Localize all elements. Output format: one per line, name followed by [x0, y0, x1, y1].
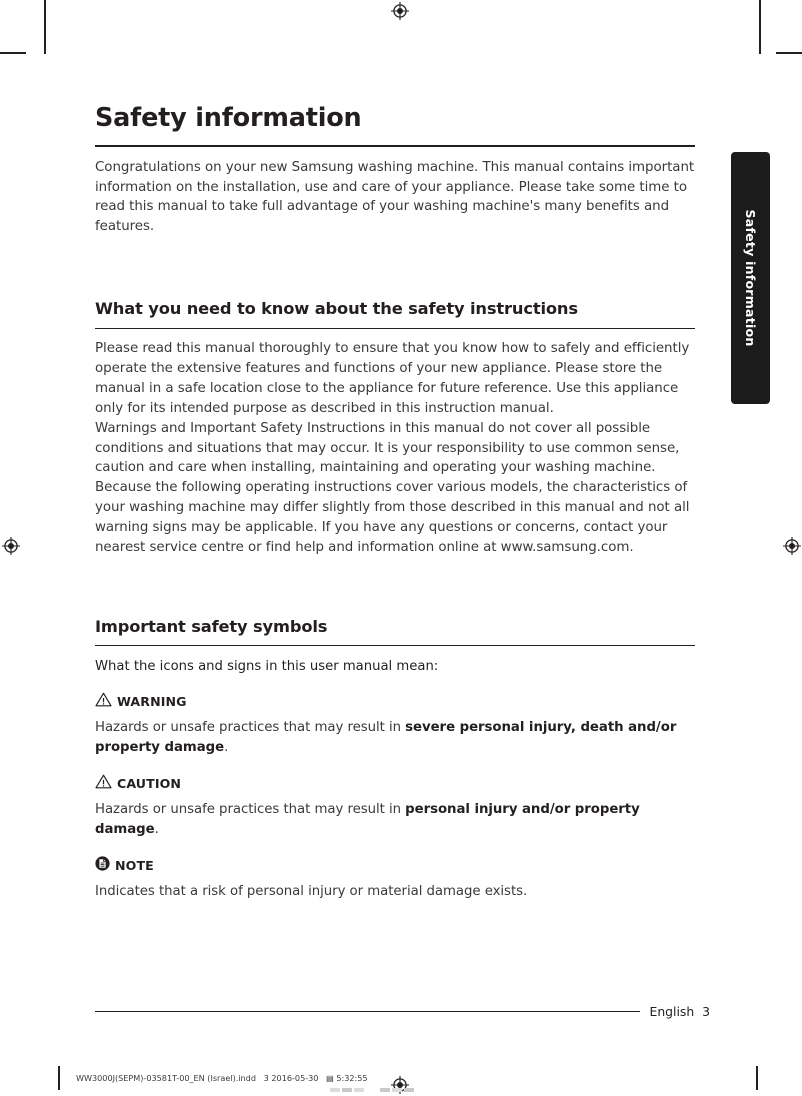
- crop-mark-top-right-vertical: [759, 0, 761, 54]
- caution-symbol-header: [95, 758, 695, 793]
- note-document-icon: [95, 856, 110, 875]
- section-heading-safety-instructions: What you need to know about the safety instructions: [95, 299, 578, 319]
- section-safety-instructions: [95, 236, 695, 558]
- warning-description-prefix: Hazards or unsafe practices that may result in: [95, 720, 406, 736]
- safety-symbols-lead: What the icons and signs in this user manual mean:: [95, 659, 439, 675]
- page-footer: [95, 1004, 710, 1019]
- crop-mark-left-top-horizontal: [0, 52, 26, 54]
- imprint-rule-left: [58, 1066, 60, 1090]
- footer-divider: [95, 1011, 640, 1012]
- caution-description-prefix: Hazards or unsafe practices that may result in: [95, 802, 406, 818]
- imprint-filename-line: WW3000J(SEPM)-03581T-00_EN (Israel).indd 3 2016-05-30 ▤ 5:32:55: [76, 1073, 368, 1083]
- warning-triangle-icon: [95, 692, 112, 711]
- caution-triangle-icon: [95, 774, 112, 793]
- note-label: NOTE: [115, 858, 154, 874]
- registration-mark-left: [2, 537, 20, 555]
- caution-label: CAUTION: [117, 776, 182, 792]
- footer-language-and-page: English 3: [649, 1004, 710, 1019]
- imprint-rule-right: [756, 1066, 758, 1090]
- page-content: [95, 0, 695, 902]
- warning-description-bold: severe personal injury, death and/or property damage: [95, 720, 677, 756]
- caution-description-suffix: .: [154, 822, 159, 838]
- note-description-prefix: Indicates that a risk of personal injury or material damage exists.: [95, 884, 528, 900]
- crop-mark-right-top-horizontal: [776, 52, 802, 54]
- crop-mark-top-left-vertical: [44, 0, 46, 54]
- safety-instructions-paragraph-1: Please read this manual thoroughly to ensure that you know how to safely and efficiently operate the extensive features and functions of your new appliance. Please store the manual in a safe location close to the appliance for future reference. Use this appliance only for its intended purpose as described in this instruction manual.: [95, 340, 690, 416]
- safety-instructions-paragraph-2: Warnings and Important Safety Instructions in this manual do not cover all possible conditions and situations that may occur. It is your responsibility to use common sense, caution and care when installing, maintaining and operating your washing machine.: [95, 420, 680, 476]
- side-tab-safety-information: [731, 152, 770, 404]
- intro-paragraph: Congratulations on your new Samsung washing machine. This manual contains important information on the installation, use and care of your appliance. Please take some time to read this manual to take full advantage of your washing machine's many benefits and features.: [95, 160, 695, 234]
- registration-mark-right: [783, 537, 801, 555]
- caution-description: [95, 793, 695, 840]
- caution-description-bold: personal injury and/or property damage: [95, 802, 640, 838]
- note-symbol-header: [95, 840, 695, 875]
- section-safety-symbols: [95, 558, 695, 903]
- warning-description: [95, 711, 695, 758]
- note-description: [95, 875, 695, 902]
- warning-description-suffix: .: [224, 740, 229, 756]
- press-color-bar-right: [380, 1088, 414, 1092]
- warning-symbol-header: [95, 676, 695, 711]
- page-title: Safety information: [95, 103, 362, 133]
- safety-instructions-paragraph-3: Because the following operating instructions cover various models, the characteristics of your washing machine may differ slightly from those described in this manual and not all warning signs may be applicable. If you have any questions or concerns, contact your nearest service centre or find help and information online at www.samsung.com.: [95, 480, 690, 556]
- press-color-bar-left: [330, 1088, 364, 1092]
- side-tab-label: Safety information: [743, 209, 758, 347]
- warning-label: WARNING: [117, 694, 187, 710]
- section-heading-safety-symbols: Important safety symbols: [95, 616, 328, 636]
